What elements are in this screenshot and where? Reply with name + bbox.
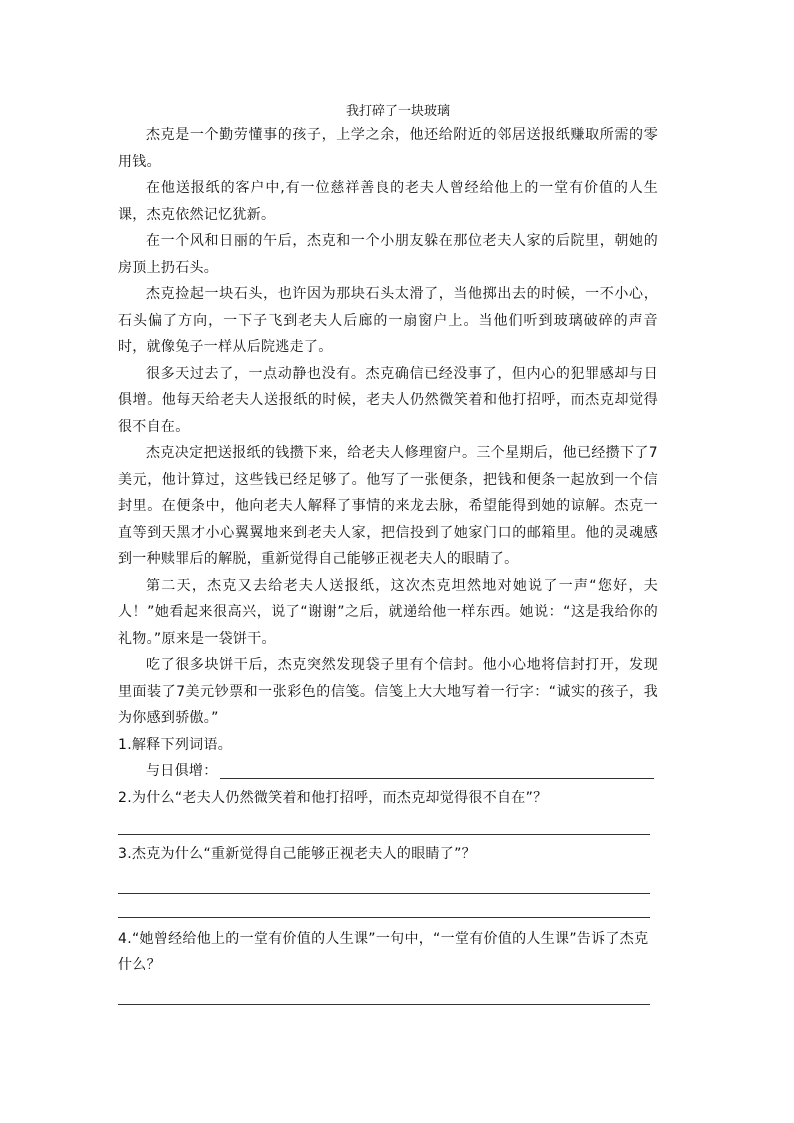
answer-line-3a[interactable]: [118, 868, 658, 898]
paragraph: 第二天，杰克又去给老夫人送报纸，这次杰克坦然地对她说了一声“您好，夫人！”她看起来很高兴，说了“谢谢”之后，就递给他一样东西。她说：“这是我给你的礼物。”原来是一袋饼干。: [118, 577, 658, 647]
paragraph: 在他送报纸的客户中,有一位慈祥善良的老夫人曾经给他上的一堂有价值的人生课，杰克依然记忆犹新。: [118, 180, 658, 223]
question-1-text: 1.解释下列词语。: [118, 736, 233, 753]
question-1-term: 与日俱增：: [146, 763, 218, 779]
question-4: [118, 926, 658, 1009]
question-2-text: 2.为什么“老夫人仍然微笑着和他打招呼，而杰克却觉得很不自在”？: [118, 789, 548, 806]
question-4-text: 4.“她曾经给他上的一堂有价值的人生课”一句中，“一堂有价值的人生课”告诉了杰克什么？: [118, 930, 649, 973]
answer-line-2[interactable]: [118, 811, 658, 839]
paragraph: 在一个风和日丽的午后，杰克和一个小朋友躲在那位老夫人家的后院里，朝她的房顶上扔石头。: [118, 233, 658, 276]
question-3: [118, 841, 658, 922]
answer-blank-1[interactable]: [220, 778, 654, 779]
answer-line-4[interactable]: [118, 979, 658, 1009]
question-3-text: 3.杰克为什么“重新觉得自己能够正视老夫人的眼睛了”？: [118, 846, 476, 862]
question-1-term-row: [118, 758, 658, 785]
passage: [118, 122, 658, 1009]
paragraph: 杰克是一个勤劳懂事的孩子，上学之余，他还给附近的邻居送报纸赚取所需的零用钱。: [118, 127, 658, 170]
paragraph: 吃了很多块饼干后，杰克突然发现袋子里有个信封。他小心地将信封打开，发现里面装了7美元钞票和一张彩色的信笺。信笺上大大地写着一行字：“诚实的孩子，我为你感到骄傲。”: [118, 657, 658, 726]
paragraph: 杰克决定把送报纸的钱攒下来，给老夫人修理窗户。三个星期后，他已经攒下了7美元，他计算过，这些钱已经足够了。他写了一张便条，把钱和便条一起放到一个信封里。在便条中，他向老夫人解释了事情的来龙去脉，希望能得到她的谅解。杰克一直等到天黑才小心翼翼地来到老夫人家，把信投到了她家门口的邮箱里。他的灵魂感到一种赎罪后的解脱，重新觉得自己能够正视老夫人的眼睛了。: [118, 445, 658, 567]
answer-line-3b[interactable]: [118, 898, 658, 922]
document-title: 我打碎了一块玻璃: [345, 104, 450, 119]
question-2: [118, 785, 658, 840]
paragraph: 很多天过去了，一点动静也没有。杰克确信已经没事了，但内心的犯罪感却与日俱增。他每天给老夫人送报纸的时候，老夫人仍然微笑着和他打招呼，而杰克却觉得很不自在。: [118, 365, 658, 435]
question-1: [118, 732, 658, 785]
paragraph: 杰克捡起一块石头，也许因为那块石头太滑了，当他掷出去的时候，一不小心，石头偏了方向，一下子飞到老夫人后廊的一扇窗户上。当他们听到玻璃破碎的声音时，就像兔子一样从后院逃走了。: [118, 286, 658, 355]
